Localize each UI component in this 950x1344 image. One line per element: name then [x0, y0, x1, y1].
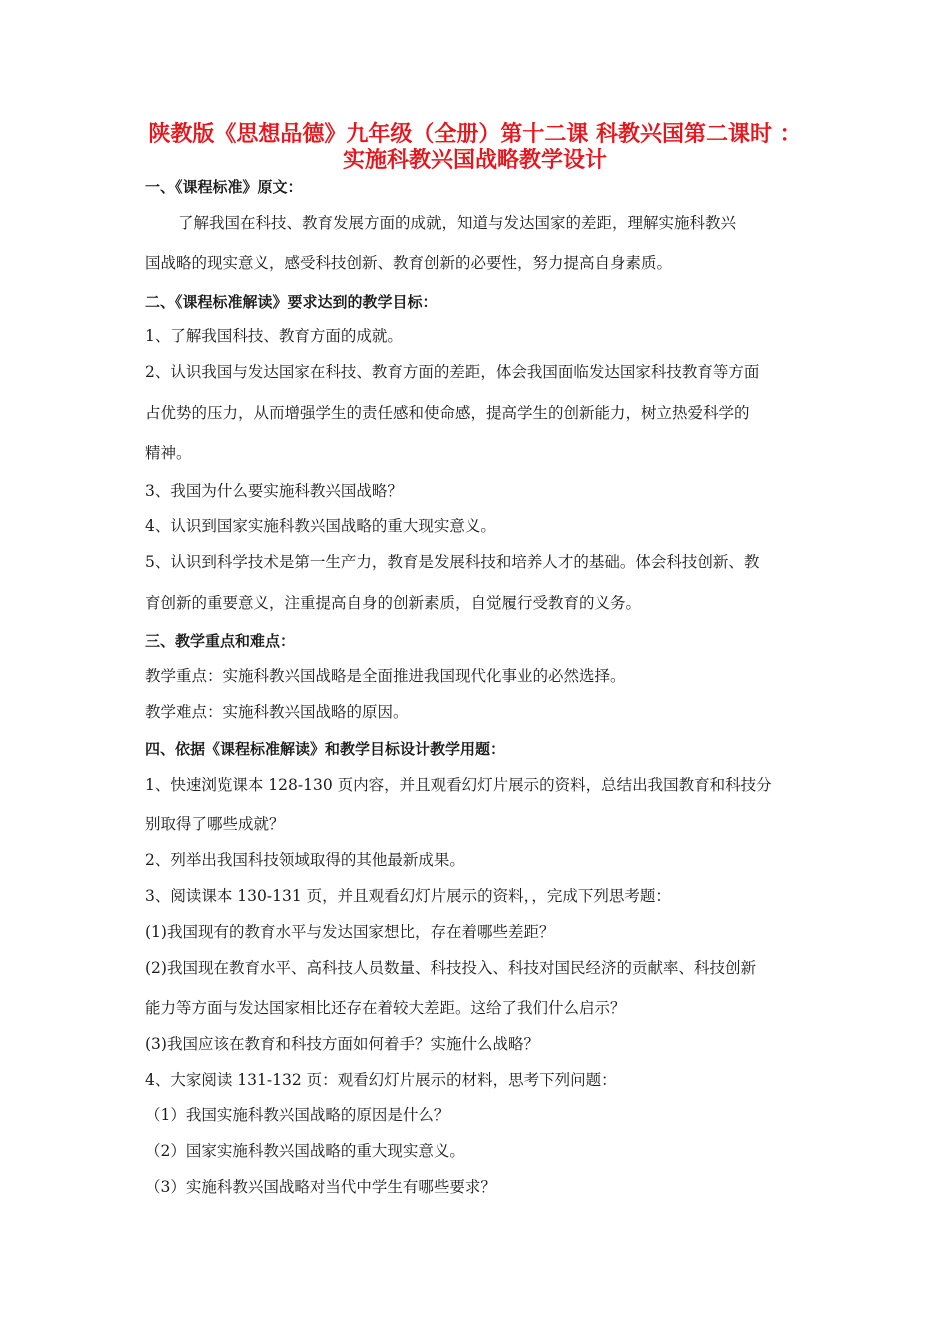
question-3-sub-2-line-2: 能力等方面与发达国家相比还存在着较大差距。这给了我们什么启示？: [145, 999, 626, 1017]
question-1-line-2: 别取得了哪些成就？: [145, 815, 285, 833]
objective-3: 3、我国为什么要实施科教兴国战略？: [145, 482, 403, 500]
question-4-sub-2: （2）国家实施科教兴国战略的重大现实意义。: [145, 1142, 465, 1160]
question-4-sub-1: （1）我国实施科教兴国战略的原因是什么？: [145, 1106, 450, 1124]
question-2: 2、列举出我国科技领域取得的其他最新成果。: [145, 851, 465, 869]
question-3-sub-3: (3)我国应该在教育和科技方面如何着手？实施什么战略？: [145, 1035, 539, 1053]
document-title-line-2: 实施科教兴国战略教学设计: [342, 148, 607, 173]
objective-2-line-2: 占优势的压力，从而增强学生的责任感和使命感，提高学生的创新能力，树立热爱科学的: [145, 404, 750, 422]
objective-1: 1、了解我国科技、教育方面的成就。: [145, 327, 403, 345]
question-4: 4、大家阅读 131-132 页：观看幻灯片展示的材料，思考下列问题：: [145, 1071, 617, 1089]
key-point: 教学重点：实施科教兴国战略是全面推进我国现代化事业的必然选择。: [145, 667, 626, 685]
question-1-line-1: 1、快速浏览课本 128-130 页内容，并且观看幻灯片展示的资料，总结出我国教育和科技分: [145, 776, 772, 794]
section-1-heading: 一、《课程标准》原文：: [145, 178, 303, 196]
objective-2-line-1: 2、认识我国与发达国家在科技、教育方面的差距，体会我国面临发达国家科技教育等方面: [145, 363, 760, 381]
section-1-paragraph-line-2: 国战略的现实意义，感受科技创新、教育创新的必要性，努力提高自身素质。: [145, 254, 673, 272]
section-1-paragraph-line-1: 了解我国在科技、教育发展方面的成就，知道与发达国家的差距，理解实施科教兴: [178, 214, 737, 232]
question-3-sub-1: (1)我国现有的教育水平与发达国家想比，存在着哪些差距？: [145, 923, 555, 941]
question-4-sub-3: （3）实施科教兴国战略对当代中学生有哪些要求？: [145, 1178, 496, 1196]
question-3: 3、阅读课本 130-131 页，并且观看幻灯片展示的资料，，完成下列思考题：: [145, 887, 671, 905]
section-4-heading: 四、依据《课程标准解读》和教学目标设计教学用题：: [145, 740, 506, 758]
objective-2-line-3: 精神。: [145, 444, 192, 462]
section-2-heading: 二、《课程标准解读》要求达到的教学目标：: [145, 293, 438, 311]
objective-5-line-1: 5、认识到科学技术是第一生产力，教育是发展科技和培养人才的基础。体会科技创新、教: [145, 553, 760, 571]
difficulty: 教学难点：实施科教兴国战略的原因。: [145, 703, 409, 721]
document-title-line-1: 陕教版《思想品德》九年级（全册）第十二课 科教兴国第二课时 ：: [148, 122, 802, 147]
objective-4: 4、认识到国家实施科教兴国战略的重大现实意义。: [145, 517, 496, 535]
objective-5-line-2: 育创新的重要意义，注重提高自身的创新素质，自觉履行受教育的义务。: [145, 594, 642, 612]
section-3-heading: 三、教学重点和难点：: [145, 632, 296, 650]
question-3-sub-2-line-1: (2)我国现在教育水平、高科技人员数量、科技投入、科技对国民经济的贡献率、科技创新: [145, 959, 756, 977]
